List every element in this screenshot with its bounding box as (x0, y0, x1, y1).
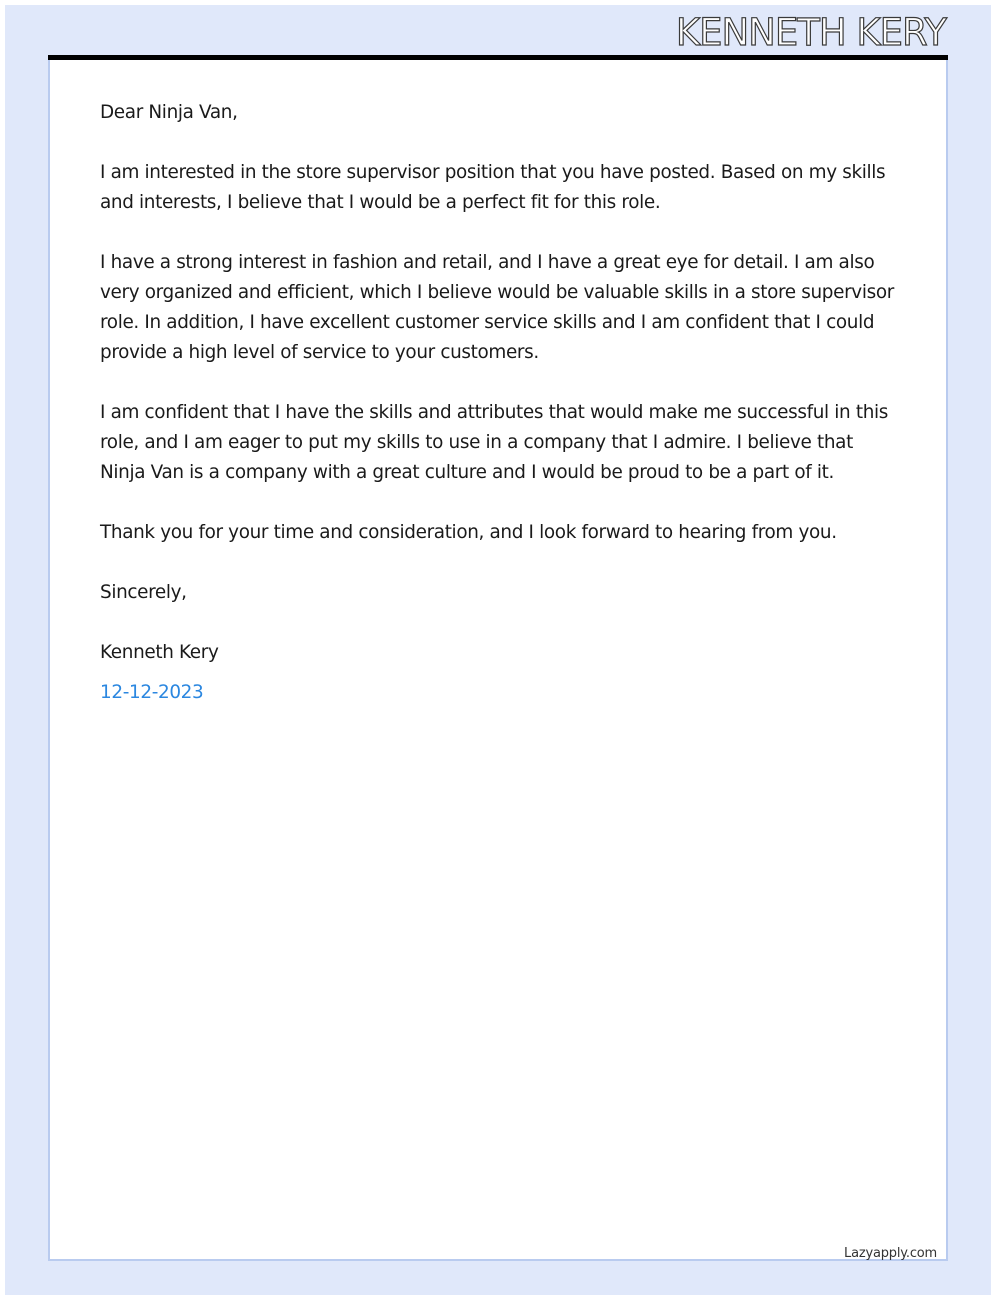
letter-paragraph: I am interested in the store supervisor position that you have posted. Based on my skills and interests, I believe that I would be a perfect fit for this role. (100, 162, 886, 213)
letter-paragraph: I am confident that I have the skills and attributes that would make me successful in this role, and I am eager to put my skills to use in a company that I admire. I believe that Ninja Van is a company with a great culture and I would be proud to be a part of it. (100, 402, 889, 483)
letter-body (100, 98, 900, 738)
footer-brand: Lazyapply.com (844, 1246, 937, 1261)
letter-salutation: Dear Ninja Van, (100, 102, 238, 123)
letter-closing: Sincerely, (100, 582, 187, 603)
letter-paragraph: I have a strong interest in fashion and retail, and I have a great eye for detail. I am also very organized and efficient, which I believe would be valuable skills in a store supervisor role. In addition, I have excellent customer service skills and I am confident that I could provide a high level of service to your customers. (100, 252, 894, 363)
letter-date: 12-12-2023 (100, 682, 204, 703)
header-name: KENNETH KERY (675, 11, 946, 54)
letter-signature: Kenneth Kery (100, 642, 219, 663)
letter-paragraph: Thank you for your time and consideration, and I look forward to hearing from you. (100, 522, 837, 543)
